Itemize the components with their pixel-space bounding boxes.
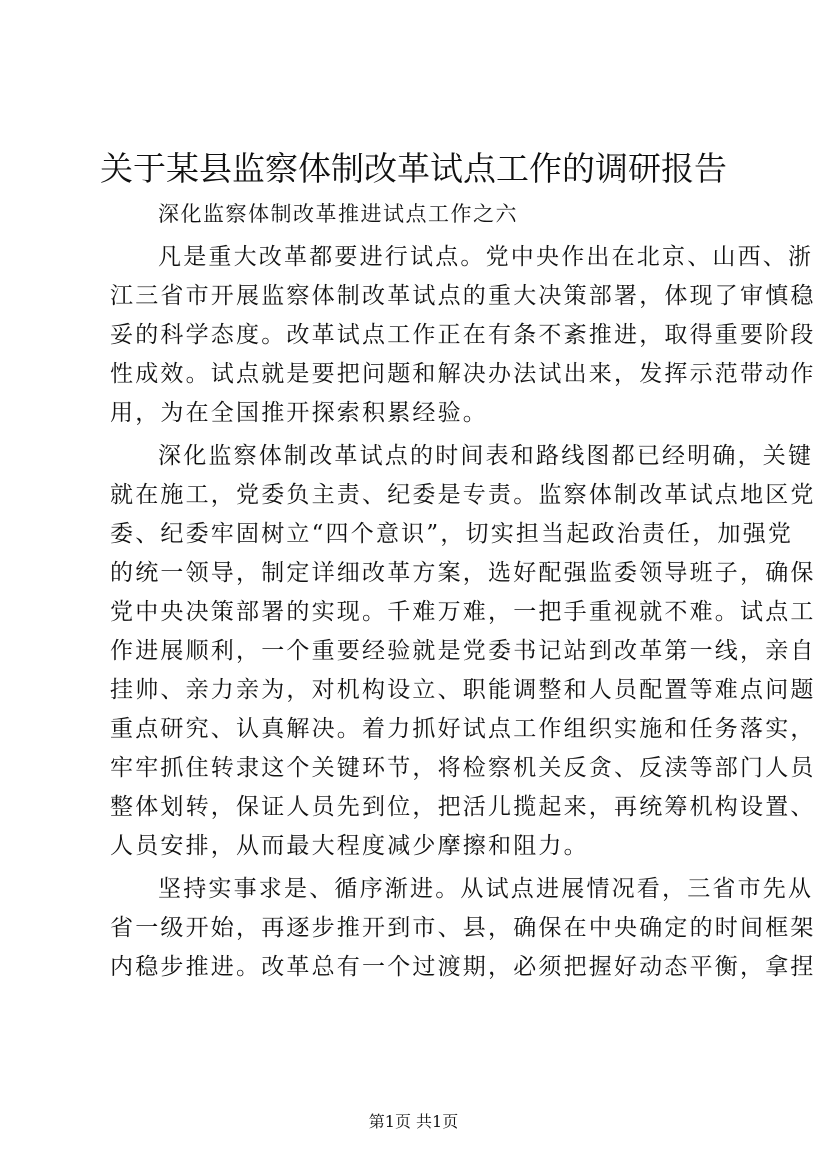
- paragraph-1: [110, 238, 816, 433]
- text-line: 省一级开始，再逐步推开到市、县，确保在中央确定的时间框架: [110, 915, 816, 941]
- text-line: 作进展顺利，一个重要经验就是党委书记站到改革第一线，亲自: [110, 638, 816, 664]
- text-line: 重点研究、认真解决。着力抓好试点工作组织实施和任务落实，: [110, 716, 816, 742]
- text-line: 用，为在全国推开探索积累经验。: [110, 400, 488, 426]
- document-body: [110, 238, 816, 987]
- text-line: 深化监察体制改革试点的时间表和路线图都已经明确，关键: [158, 443, 814, 469]
- text-line: 整体划转，保证人员先到位，把活儿揽起来，再统筹机构设置、: [110, 794, 816, 820]
- text-line: 委、纪委牢固树立“四个意识”，切实担当起政治责任，加强党: [110, 521, 794, 547]
- text-line: 内稳步推进。改革总有一个过渡期，必须把握好动态平衡，拿捏: [110, 954, 816, 980]
- page-footer: 第1页 共1页: [368, 1112, 459, 1131]
- text-line: 的统一领导，制定详细改革方案，选好配强监委领导班子，确保: [110, 560, 816, 586]
- text-line: 性成效。试点就是要把问题和解决办法试出来，发挥示范带动作: [110, 361, 816, 387]
- text-line: 就在施工，党委负主责、纪委是专责。监察体制改革试点地区党: [110, 482, 816, 508]
- text-line: 凡是重大改革都要进行试点。党中央作出在北京、山西、浙: [158, 244, 814, 270]
- text-line: 挂帅、亲力亲为，对机构设立、职能调整和人员配置等难点问题: [110, 677, 816, 703]
- paragraph-3: [110, 870, 816, 987]
- paragraph-2: [110, 437, 816, 866]
- text-line: 坚持实事求是、循序渐进。从试点进展情况看，三省市先从: [158, 876, 814, 902]
- document-title: 关于某县监察体制改革试点工作的调研报告: [100, 149, 727, 188]
- text-line: 牢牢抓住转隶这个关键环节，将检察机关反贪、反渎等部门人员: [110, 755, 816, 781]
- text-line: 人员安排，从而最大程度减少摩擦和阻力。: [110, 833, 589, 859]
- document-subtitle: 深化监察体制改革推进试点工作之六: [158, 202, 518, 226]
- text-line: 妥的科学态度。改革试点工作正在有条不紊推进，取得重要阶段: [110, 322, 816, 348]
- text-line: 党中央决策部署的实现。千难万难，一把手重视就不难。试点工: [110, 599, 816, 625]
- text-line: 江三省市开展监察体制改革试点的重大决策部署，体现了审慎稳: [110, 283, 816, 309]
